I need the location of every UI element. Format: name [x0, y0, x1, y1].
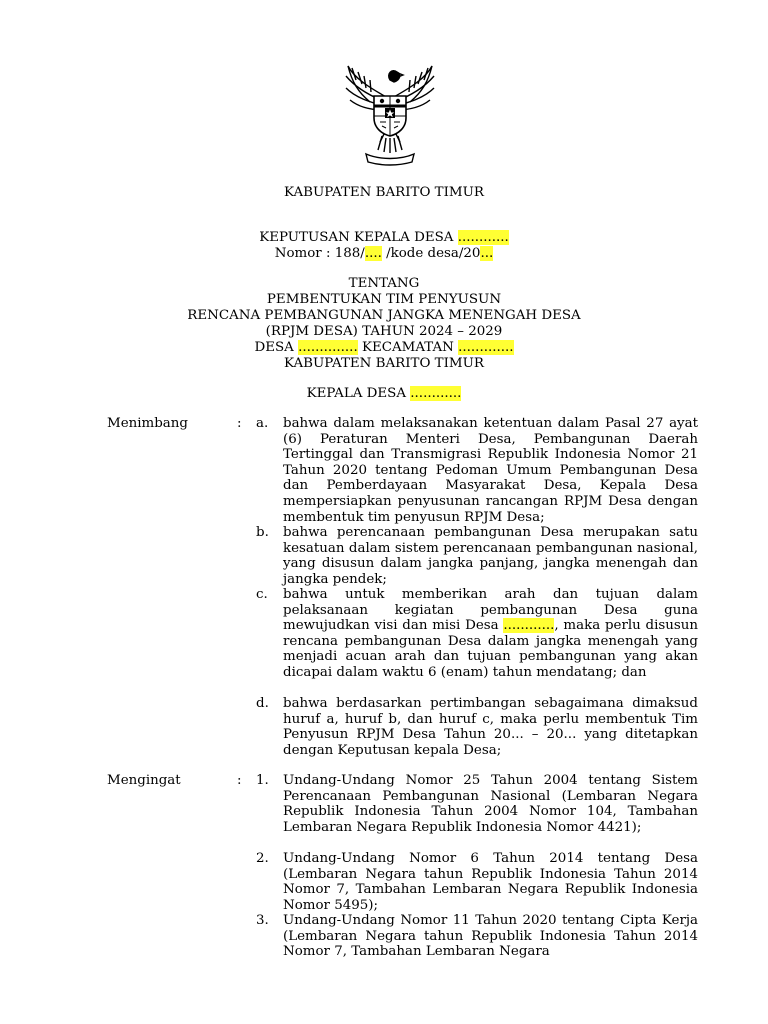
item-text	[283, 587, 698, 681]
authority-heading	[0, 386, 768, 402]
menimbang-colon: :	[237, 416, 242, 431]
decree-prefix: KEPUTUSAN KEPALA DESA	[259, 230, 458, 245]
item-marker: 1.	[256, 773, 269, 788]
mengingat-item-1	[256, 773, 698, 835]
item-marker: b.	[256, 525, 269, 540]
item-text: Undang-Undang Nomor 6 Tahun 2014 tentang Desa (Lembaran Negara tahun Republik Indonesia Tahun 2014 Nomor 7, Tambahan Lembaran Negara Republik Indonesia Nomor 5495);	[283, 851, 698, 913]
item-text: bahwa dalam melaksanakan ketentuan dalam Pasal 27 ayat (6) Peraturan Menteri Desa, Pembangunan Daerah Tertinggal dan Transmigrasi Republik Indonesia Nomor 21 Tahun 2020 tentang Pedoman Umum Pembangunan Desa dan Pemberdayaan Masyarakat Desa, Kepala Desa mempersiapkan penyusunan rancangan RPJM Desa dengan membentuk tim penyusun RPJM Desa;	[283, 416, 698, 525]
menimbang-item-d	[256, 696, 698, 758]
mengingat-item-2	[256, 851, 698, 913]
title-location	[0, 340, 768, 356]
item-marker: a.	[256, 416, 269, 431]
menimbang-item-c	[256, 587, 698, 681]
item-text-after: , maka perlu disusun rencana pembangunan Desa dalam jangka menengah yang menjadi acuan arah dan tujuan pembangunan yang akan dicapai dalam waktu 6 (enam) tahun mendatang; dan	[283, 618, 698, 680]
item-marker: c.	[256, 587, 268, 602]
menimbang-label: Menimbang	[107, 416, 188, 431]
authority-blank: ............	[410, 386, 462, 401]
item-marker: d.	[256, 696, 269, 711]
title-regency: KABUPATEN BARITO TIMUR	[283, 356, 484, 371]
number-prefix: Nomor : 188/	[274, 246, 365, 261]
authority-label: KEPALA DESA	[306, 386, 411, 401]
number-middle: /kode desa/20	[381, 246, 481, 261]
menimbang-item-b	[256, 525, 698, 587]
title-line-1: PEMBENTUKAN TIM PENYUSUN	[266, 292, 502, 307]
item-marker: 2.	[256, 851, 269, 866]
decree-heading	[0, 230, 768, 246]
desa-label: DESA	[254, 340, 299, 355]
menimbang-item-a	[256, 416, 698, 525]
title-line-3: (RPJM DESA) TAHUN 2024 – 2029	[265, 324, 503, 339]
garuda-emblem-icon	[340, 58, 440, 168]
item-text: Undang-Undang Nomor 11 Tahun 2020 tentang Cipta Kerja (Lembaran Negara tahun Republik Indonesia Tahun 2014 Nomor 7, Tambahan Lembaran Negara	[283, 913, 698, 960]
title-line-2: RENCANA PEMBANGUNAN JANGKA MENENGAH DESA	[187, 308, 581, 323]
item-text: bahwa perencanaan pembangunan Desa merupakan satu kesatuan dalam sistem perencanaan pembangunan nasional, yang disusun dalam jangka panjang, jangka menengah dan jangka pendek;	[283, 525, 698, 587]
regency-heading: KABUPATEN BARITO TIMUR	[283, 185, 484, 200]
year-blank: ...	[480, 246, 494, 261]
mengingat-item-3	[256, 913, 698, 960]
item-marker: 3.	[256, 913, 269, 928]
kecamatan-label: KECAMATAN	[357, 340, 459, 355]
decree-village-blank: ............	[457, 230, 509, 245]
item-text: Undang-Undang Nomor 25 Tahun 2004 tentang Sistem Perencanaan Pembangunan Nasional (Lembaran Negara Republik Indonesia Tahun 2004 Nomor 104, Tambahan Lembaran Negara Republik Indonesia Nomor 4421);	[283, 773, 698, 835]
mengingat-colon: :	[237, 773, 242, 788]
about-heading: TENTANG	[348, 276, 420, 291]
village-name-blank: ............	[503, 618, 555, 634]
item-text: bahwa berdasarkan pertimbangan sebagaimana dimaksud huruf a, huruf b, dan huruf c, maka perlu membentuk Tim Penyusun RPJM Desa Tahun 20... – 20... yang ditetapkan dengan Keputusan kepala Desa;	[283, 696, 698, 758]
desa-blank: ..............	[298, 340, 358, 355]
number-blank: ....	[364, 246, 382, 261]
kecamatan-blank: .............	[458, 340, 514, 355]
mengingat-label: Mengingat	[107, 773, 181, 788]
item-text-before: bahwa untuk memberikan arah dan tujuan dalam pelaksanaan kegiatan pembangunan Desa guna mewujudkan visi dan misi Desa	[283, 587, 698, 634]
decree-number	[0, 246, 768, 262]
